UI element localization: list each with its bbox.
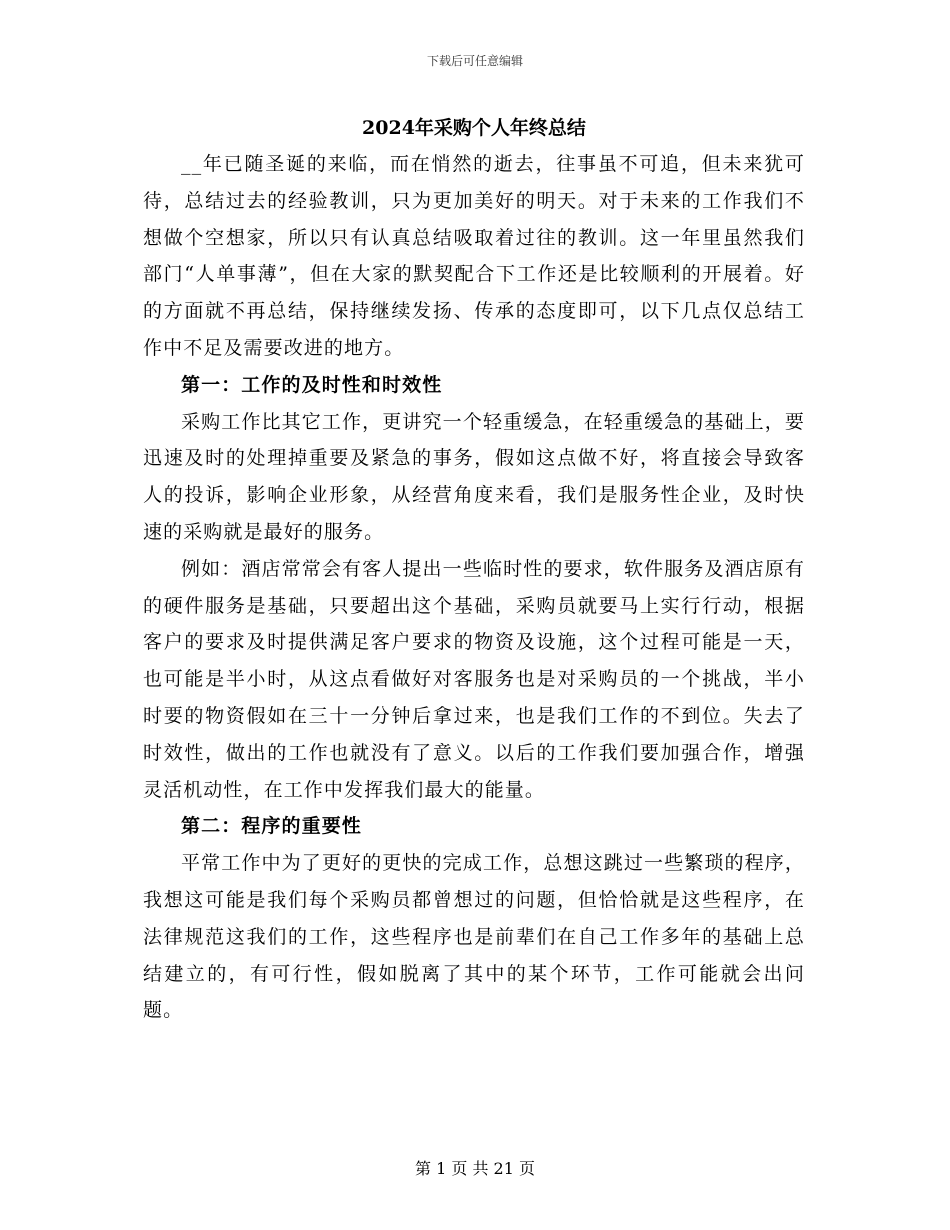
intro-paragraph: __年已随圣诞的来临，而在悄然的逝去，往事虽不可追，但未来犹可待，总结过去的经验教训，只为更加美好的明天。对于未来的工作我们不想做个空想家，所以只有认真总结吸取着过往的教训。这一年里虽然我们部门“人单事薄”，但在大家的默契配合下工作还是比较顺利的开展着。好的方面就不再总结，保持继续发扬、传承的态度即可，以下几点仅总结工作中不足及需要改进的地方。 [143,153,805,359]
document-body [143,110,805,1029]
page-number-footer: 第 1 页 共 21 页 [415,1159,535,1178]
section-2-heading: 第二：程序的重要性 [181,815,362,838]
section-1-paragraph-1: 采购工作比其它工作，更讲究一个轻重缓急，在轻重缓急的基础上，要迅速及时的处理掉重要及紧急的事务，假如这点做不好，将直接会导致客人的投诉，影响企业形象，从经营角度来看，我们是服务性企业，及时快速的采购就是最好的服务。 [143,410,805,543]
section-2-paragraph-1: 平常工作中为了更好的更快的完成工作，总想这跳过一些繁琐的程序，我想这可能是我们每个采购员都曾想过的问题，但恰恰就是这些程序，在法律规范这我们的工作，这些程序也是前辈们在自己工作多年的基础上总结建立的，有可行性，假如脱离了其中的某个环节，工作可能就会出问题。 [143,852,805,1022]
section-1-heading: 第一：工作的及时性和时效性 [181,373,443,396]
document-title: 2024年采购个人年终总结 [362,117,586,139]
section-1-paragraph-2: 例如：酒店常常会有客人提出一些临时性的要求，软件服务及酒店原有的硬件服务是基础，只要超出这个基础，采购员就要马上实行行动，根据客户的要求及时提供满足客户要求的物资及设施，这个过程可能是一天，也可能是半小时，从这点看做好对客服务也是对采购员的一个挑战，半小时要的物资假如在三十一分钟后拿过来，也是我们工作的不到位。失去了时效性，做出的工作也就没有了意义。以后的工作我们要加强合作，增强灵活机动性，在工作中发挥我们最大的能量。 [143,557,805,801]
page-header-note: 下载后可任意编辑 [426,54,523,68]
